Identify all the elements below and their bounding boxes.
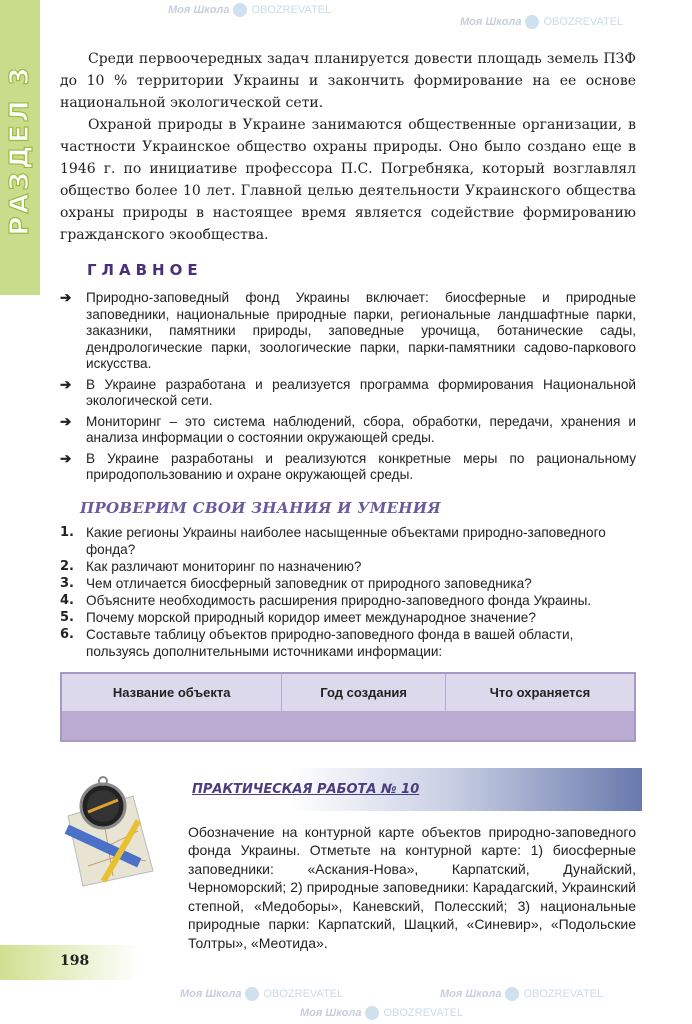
question-text: Объясните необходимость расширения природно-заповедного фонда Украины. — [86, 592, 592, 608]
section-tab — [0, 0, 40, 295]
bullet-text: В Украине разработана и реализуется программа формирования Национальной экологической сети. — [86, 376, 636, 408]
question-item — [60, 524, 636, 558]
table-cell — [61, 711, 282, 741]
compass-map-illustration — [58, 776, 168, 891]
practical-section — [60, 768, 636, 958]
objects-table — [60, 672, 636, 742]
question-list — [60, 524, 636, 660]
arrow-icon: ➔ — [60, 413, 72, 429]
section-tab-label: РАЗДЕЛ 3 — [5, 64, 35, 236]
arrow-icon: ➔ — [60, 290, 72, 305]
practical-title: ПРАКТИЧЕСКАЯ РАБОТА № 10 — [192, 781, 420, 797]
bullet-item — [60, 451, 636, 484]
question-text: Составьте таблицу объектов природно-заповедного фонда в вашей области, пользуясь дополнительными источниками информации: — [86, 626, 574, 659]
content-column — [60, 48, 636, 958]
table-cell — [445, 711, 635, 741]
question-text: Почему морской природный коридор имеет международное значение? — [86, 609, 536, 625]
bullet-text: Мониторинг – это система наблюдений, сбора, обработки, передачи, хранения и анализа информации о состоянии окружающей среды. — [86, 413, 636, 445]
question-number: 5. — [60, 609, 74, 625]
question-text: Чем отличается биосферный заповедник от природного заповедника? — [86, 575, 532, 591]
watermark: Моя Школа OBOZREVATEL — [180, 988, 344, 1000]
arrow-icon: ➔ — [60, 450, 72, 466]
question-number: 1. — [60, 524, 74, 540]
main-bullets — [60, 290, 636, 484]
bullet-item — [60, 290, 636, 373]
question-item — [60, 575, 636, 592]
question-number: 3. — [60, 575, 74, 591]
watermark: Моя Школа OBOZREVATEL — [168, 4, 332, 16]
bullet-item — [60, 377, 636, 410]
arrow-icon: ➔ — [60, 376, 72, 392]
table-row — [61, 711, 635, 741]
watermark: Моя Школа OBOZREVATEL — [460, 16, 624, 28]
bullet-text: Природно-заповедный фонд Украины включает: биосферные и природные заповедники, национальные природные парки, региональные ландшафтные парки, заказники, памятники природы, заповедные урочища, ботанические сады, дендрологические парки, зоологические парки, парки-памятники садово-паркового искусства. — [86, 290, 636, 371]
question-item — [60, 626, 636, 660]
question-item — [60, 558, 636, 575]
main-heading: ГЛАВНОЕ — [87, 261, 203, 279]
question-item — [60, 609, 636, 626]
watermark: Моя Школа OBOZREVATEL — [300, 1007, 464, 1019]
check-heading: ПРОВЕРИМ СВОИ ЗНАНИЯ И УМЕНИЯ — [80, 498, 441, 517]
paragraph: Среди первоочередных задач планируется довести площадь земель ПЗФ до 10 % территории Украины и закончить формирование на ее основе национальной экологической сети. — [60, 51, 636, 111]
bullet-text: В Украине разработаны и реализуются конкретные меры по рациональному природопользованию и охране окружающей среды. — [86, 450, 636, 482]
question-text: Как различают мониторинг по назначению? — [86, 558, 362, 574]
question-number: 6. — [60, 626, 74, 642]
question-text: Какие регионы Украины наиболее насыщенные объектами природно-заповедного фонда? — [86, 524, 606, 557]
table-cell — [282, 711, 446, 741]
table-header: Год создания — [282, 673, 446, 712]
bullet-item — [60, 414, 636, 447]
question-number: 4. — [60, 592, 74, 608]
question-item — [60, 592, 636, 609]
watermark: Моя Школа OBOZREVATEL — [440, 988, 604, 1000]
table-header: Что охраняется — [445, 673, 635, 712]
page-number: 198 — [60, 953, 90, 969]
paragraph: Охраной природы в Украине занимаются общественные организации, в частности Украинское общество охраны природы. Оно было создано еще в 1946 г. по инициативе профессора П.С. Погребняка, который возглавлял общество более 10 лет. Главной целью деятельности Украинского общества охраны природы в настоящее время является содействие формированию гражданского экообщества. — [60, 117, 636, 243]
practical-text: Обозначение на контурной карте объектов природно-заповедного фонда Украины. Отметьте на контурной карте: 1) биосферные заповедники: «Аскания-Нова», Карпатский, Дунайский, Черноморский; 2) природные заповедники: Карадагский, Украинский степной, «Медоборы», Каневский, Полесский; 3) национальные природные парки: Карпатский, Шацкий, «Синевир», «Подольские Толтры», «Меотида». — [188, 823, 636, 952]
table-header: Название объекта — [61, 673, 282, 712]
question-number: 2. — [60, 558, 74, 574]
